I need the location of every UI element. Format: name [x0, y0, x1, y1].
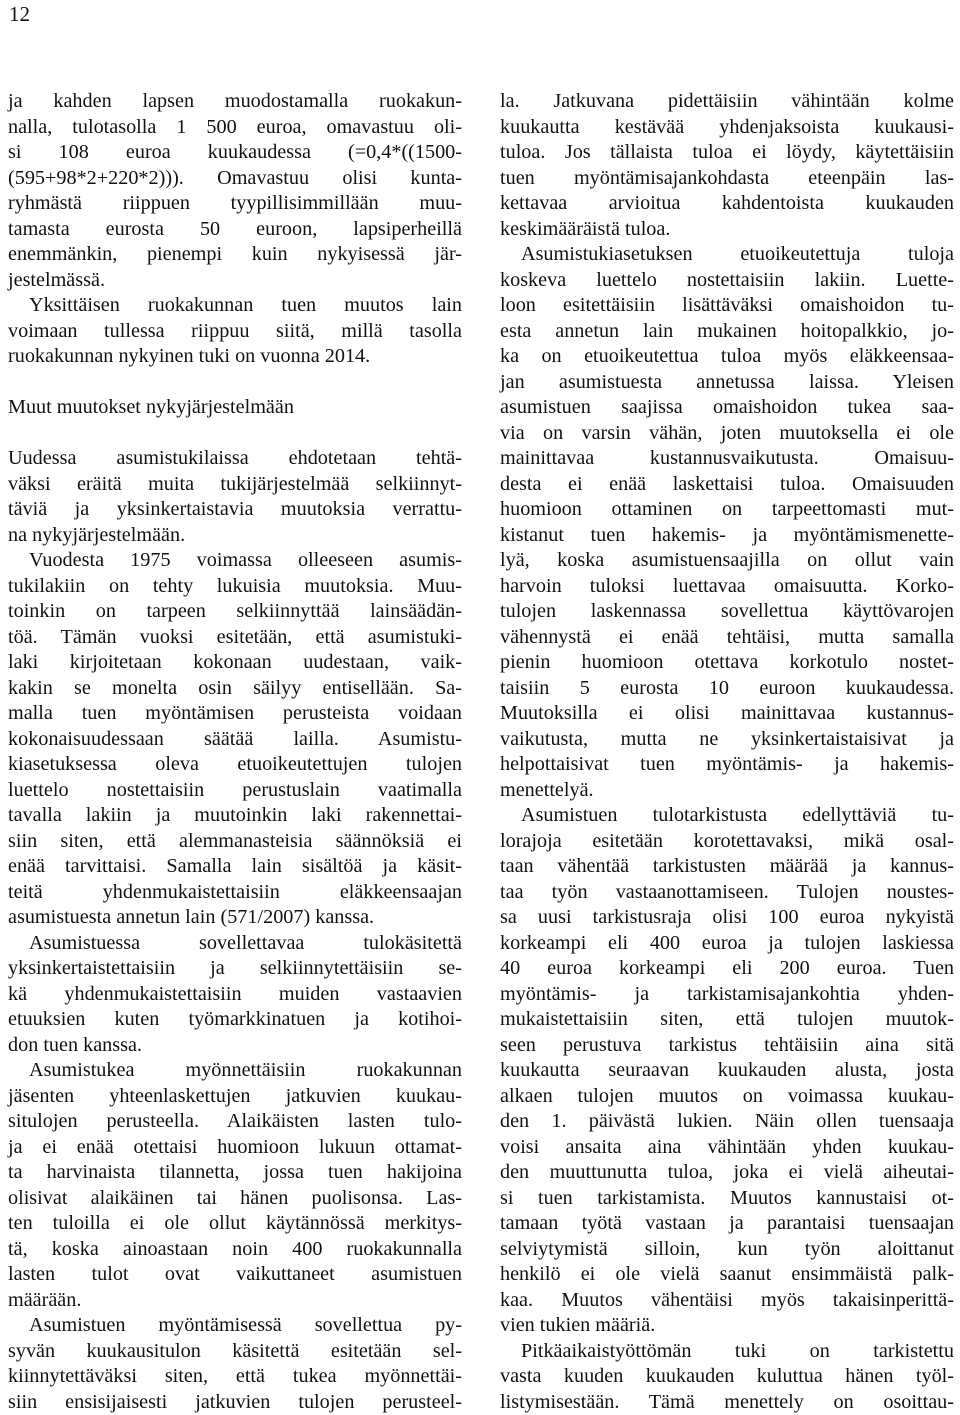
text-line: jan asumistuesta annetussa laissa. Yleisen — [500, 370, 954, 396]
text-line: tuloa. Jos tällaista tuloa ei löydy, käytettäisiin — [500, 140, 954, 166]
text-line: kuukautta seuraavan kuukauden alusta, josta — [500, 1058, 954, 1084]
text-line: si 108 euroa kuukaudessa (=0,4*((1500- — [8, 140, 462, 166]
text-line: jestelmässä. — [8, 268, 462, 294]
text-line: Muutoksilla ei olisi mainittavaa kustannus- — [500, 701, 954, 727]
text-line: huomioon ottaminen on tarpeettomasti mut- — [500, 497, 954, 523]
text-line: taan vähentää tarkistusten määrää ja kannus- — [500, 854, 954, 880]
text-line: väksi eräitä muita tukijärjestelmää selkiinnyt- — [8, 472, 462, 498]
text-line: den 1. päivästä lukien. Näin ollen tuensaaja — [500, 1109, 954, 1135]
text-line: listymisestään. Tämä menettely on osoittau- — [500, 1390, 954, 1415]
text-line: korkeampi eli 400 euroa ja tulojen laskiessa — [500, 931, 954, 957]
text-line: 40 euroa korkeampi eli 200 euroa. Tuen — [500, 956, 954, 982]
text-line: ryhmästä riippuen tyypillisimmillään muu- — [8, 191, 462, 217]
text-line: menettelyä. — [500, 778, 954, 804]
text-line: lorajoja esitetään korotettavaksi, mikä osal- — [500, 829, 954, 855]
text-line: taa työn vastaanottamiseen. Tulojen noustes- — [500, 880, 954, 906]
text-line: kaa. Muutos vähentäisi myös takaisinperittä- — [500, 1288, 954, 1314]
text-line: den muuttunutta tuloa, joka ei vielä aiheutai- — [500, 1160, 954, 1186]
text-line: si tuen tarkistamista. Muutos kannustaisi ot- — [500, 1186, 954, 1212]
text-line: kettavaa arvioitua kahdentoista kuukauden — [500, 191, 954, 217]
text-line: Yksittäisen ruokakunnan tuen muutos lain — [8, 293, 462, 319]
text-line: vaikutusta, mutta ne yksinkertaistaisivat ja — [500, 727, 954, 753]
text-line: Asumistukea myönnettäisiin ruokakunnan — [8, 1058, 462, 1084]
text-line: henkilö ei ole vielä saanut ensimmäistä palk- — [500, 1262, 954, 1288]
text-line: siin ensisijaisesti jatkuvien tulojen perusteel- — [8, 1390, 462, 1415]
text-line: ta harvinaista tilannetta, jossa tuen hakijoina — [8, 1160, 462, 1186]
text-line: olisivat alaikäinen tai hänen puolisonsa. Las- — [8, 1186, 462, 1212]
text-line: Uudessa asumistukilaissa ehdotetaan tehtä- — [8, 446, 462, 472]
text-line: töä. Tämän vuoksi esitetään, että asumistuki- — [8, 625, 462, 651]
text-line: tulojen laskennassa sovellettua käyttövarojen — [500, 599, 954, 625]
text-line: kiasetuksessa oleva etuoikeutettujen tulojen — [8, 752, 462, 778]
text-line: yksinkertaistettaisiin ja selkiinnytettäisiin se- — [8, 956, 462, 982]
text-line: (595+98*2+220*2))). Omavastuu olisi kunta- — [8, 166, 462, 192]
text-line: vähennystä ei enää tehtäisi, mutta samalla — [500, 625, 954, 651]
text-line: tukilakiin on tehty lukuisia muutoksia. Muu- — [8, 574, 462, 600]
text-line: ka on etuoikeutettua tuloa myös eläkkeensaa- — [500, 344, 954, 370]
paragraph-gap — [8, 421, 462, 447]
right-text-column — [500, 89, 954, 1415]
text-line: Asumistuessa sovellettavaa tulokäsitettä — [8, 931, 462, 957]
text-line: voisi ansaita aina vähintään yhden kuukau- — [500, 1135, 954, 1161]
text-line: kokonaisuudessaan säätää lailla. Asumistu- — [8, 727, 462, 753]
text-line: vasta kuuden kuukauden kuluttua hänen työl- — [500, 1364, 954, 1390]
text-line: tä, koska ainoastaan noin 400 ruokakunnalla — [8, 1237, 462, 1263]
text-line: Asumistuen tulotarkistusta edellyttäviä tu- — [500, 803, 954, 829]
text-line: teitä yhdenmukaistettaisiin eläkkeensaajan — [8, 880, 462, 906]
text-line: Muut muutokset nykyjärjestelmään — [8, 395, 462, 421]
text-line: kiinnytettäväksi siten, että tukea myönnettäi- — [8, 1364, 462, 1390]
text-line: ten tuloilla ei ole ollut käytännössä merkitys- — [8, 1211, 462, 1237]
text-line: kakin se monelta osin säilyy entisellään. Sa- — [8, 676, 462, 702]
text-line: määrään. — [8, 1288, 462, 1314]
text-line: enää tarvittaisi. Samalla lain sisältöä ja käsit- — [8, 854, 462, 880]
text-line: desta ei enää laskettaisi tuloa. Omaisuuden — [500, 472, 954, 498]
text-line: mainittavaa kustannusvaikutusta. Omaisuu- — [500, 446, 954, 472]
text-line: voimaan tullessa riippuu siitä, millä tasolla — [8, 319, 462, 345]
text-line: ruokakunnan nykyinen tuki on vuonna 2014. — [8, 344, 462, 370]
text-line: na nykyjärjestelmään. — [8, 523, 462, 549]
text-line: Vuodesta 1975 voimassa olleeseen asumis- — [8, 548, 462, 574]
text-line: ja ei enää otettaisi huomioon lukuun ottamat- — [8, 1135, 462, 1161]
text-line: pienin huomioon otettava korkotulo nostet- — [500, 650, 954, 676]
page-number: 12 — [9, 2, 30, 26]
text-line: laki kirjoitetaan kokonaan uudestaan, vaik- — [8, 650, 462, 676]
text-line: don tuen kanssa. — [8, 1033, 462, 1059]
text-line: tuen myöntämisajankohdasta eteenpäin las- — [500, 166, 954, 192]
text-line: koskeva luettelo nostettaisiin lakiin. Luette- — [500, 268, 954, 294]
text-line: malla tuen myöntämisen perusteista voidaan — [8, 701, 462, 727]
left-text-column — [8, 89, 462, 1415]
text-line: seen perustuva tarkistus tehtäisiin aina sitä — [500, 1033, 954, 1059]
text-line: myöntämis- ja tarkistamisajankohtia yhden- — [500, 982, 954, 1008]
text-line: toinkin on tarpeen selkiinnyttää lainsäädän- — [8, 599, 462, 625]
text-line: loon esitettäisiin lisättäväksi omaishoidon tu- — [500, 293, 954, 319]
text-line: situlojen perusteella. Alaikäisten lasten tulo- — [8, 1109, 462, 1135]
text-line: tamaan työtä vastaan ja parantaisi tuensaajan — [500, 1211, 954, 1237]
text-line: lasten tulot ovat vaikuttaneet asumistuen — [8, 1262, 462, 1288]
text-line: selviytymistä silloin, kun työn aloittanut — [500, 1237, 954, 1263]
text-line: esta annetun lain mukainen hoitopalkkio, jo- — [500, 319, 954, 345]
text-line: etuuksien kuten työmarkkinatuen ja kotihoi- — [8, 1007, 462, 1033]
text-line: kuukautta kestävää yhdenjaksoista kuukausi- — [500, 115, 954, 141]
text-line: enemmänkin, pienempi kuin nykyisessä jär- — [8, 242, 462, 268]
text-line: asumistuen saajissa omaishoidon tukea saa- — [500, 395, 954, 421]
text-line: Asumistukiasetuksen etuoikeutettuja tuloja — [500, 242, 954, 268]
text-line: Asumistuen myöntämisessä sovellettua py- — [8, 1313, 462, 1339]
text-line: Pitkäaikaistyöttömän tuki on tarkistettu — [500, 1339, 954, 1365]
text-line: tamasta eurosta 50 euroon, lapsiperheillä — [8, 217, 462, 243]
paragraph-gap — [8, 370, 462, 396]
text-line: keskimääräistä tuloa. — [500, 217, 954, 243]
text-line: siin siten, että alemmanasteisia säännöksiä ei — [8, 829, 462, 855]
text-line: la. Jatkuvana pidettäisiin vähintään kolme — [500, 89, 954, 115]
text-line: harvoin tuloksi luettavaa omaisuutta. Korko- — [500, 574, 954, 600]
text-line: luettelo nostettaisiin perustuslain vaatimalla — [8, 778, 462, 804]
text-line: helpottaisivat tuen myöntämis- ja hakemis- — [500, 752, 954, 778]
text-line: ja kahden lapsen muodostamalla ruokakun- — [8, 89, 462, 115]
text-line: nalla, tulotasolla 1 500 euroa, omavastuu oli- — [8, 115, 462, 141]
text-line: taisiin 5 eurosta 10 euroon kuukaudessa. — [500, 676, 954, 702]
text-line: alkaen tulojen muutos on voimassa kuukau- — [500, 1084, 954, 1110]
text-line: tavalla lakiin ja muutoinkin laki rakennettai- — [8, 803, 462, 829]
text-line: kistanut tuen hakemis- ja myöntämismenette- — [500, 523, 954, 549]
text-line: vien tukien määriä. — [500, 1313, 954, 1339]
text-line: jäsenten yhteenlaskettujen jatkuvien kuukau- — [8, 1084, 462, 1110]
text-line: asumistuesta annetun lain (571/2007) kanssa. — [8, 905, 462, 931]
text-line: kä yhdenmukaistettaisiin muiden vastaavien — [8, 982, 462, 1008]
text-line: syvän kuukausitulon käsitettä esitetään sel- — [8, 1339, 462, 1365]
text-line: via on varsin vähän, joten muutoksella ei ole — [500, 421, 954, 447]
text-line: mukaistettaisiin siten, että tulojen muutok- — [500, 1007, 954, 1033]
text-line: sa uusi tarkistusraja olisi 100 euroa nykyistä — [500, 905, 954, 931]
text-line: lyä, koska asumistuensaajilla on ollut vain — [500, 548, 954, 574]
text-line: täviä ja yksinkertaistavia muutoksia verrattu- — [8, 497, 462, 523]
